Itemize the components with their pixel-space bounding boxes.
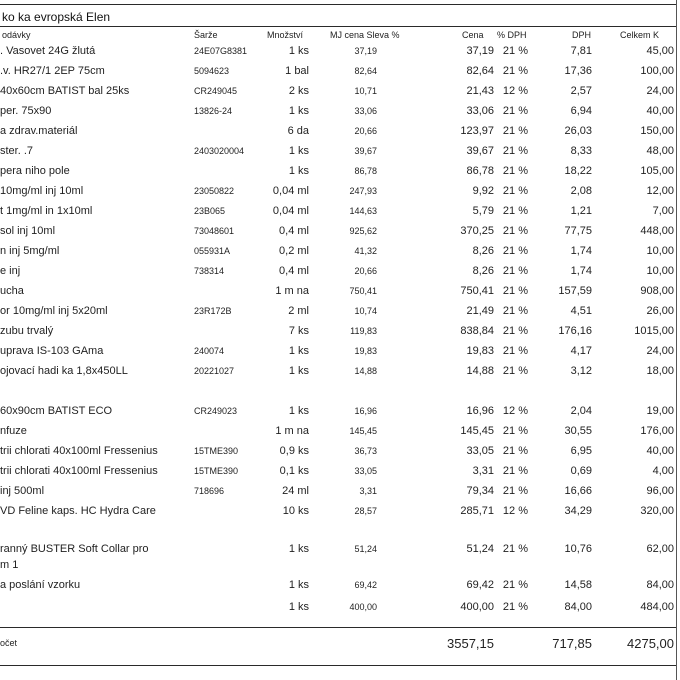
summary-vat: 717,85 (552, 636, 592, 651)
row-vat: 16,66 (564, 485, 592, 497)
header-item: odávky (2, 30, 31, 40)
row-qty: 1 ks (288, 543, 309, 555)
row-vat: 17,36 (564, 65, 592, 77)
row-vat-percent: 21 % (502, 345, 528, 357)
row-qty: 1 ks (288, 345, 309, 357)
row-unit-price: 51,24 (354, 544, 377, 554)
row-name: a poslání vzorku (0, 579, 81, 591)
row-price: 37,19 (466, 45, 494, 57)
row-batch: 15TME390 (194, 466, 239, 476)
row-unit-price: 69,42 (354, 580, 377, 590)
row-vat: 18,22 (564, 165, 592, 177)
table-row (0, 164, 680, 182)
row-total: 62,00 (646, 543, 674, 555)
row-price: 8,26 (472, 265, 494, 277)
row-unit-price: 20,66 (354, 126, 377, 136)
row-vat: 176,16 (558, 325, 592, 337)
row-name: ojovací hadi ka 1,8x450LL (0, 365, 128, 377)
row-price: 86,78 (466, 165, 494, 177)
row-qty: 24 ml (282, 485, 309, 497)
row-vat-percent: 21 % (502, 485, 528, 497)
row-batch: 2403020004 (194, 146, 245, 156)
row-qty: 2 ks (288, 85, 309, 97)
row-vat-percent: 21 % (502, 601, 528, 613)
row-price: 9,92 (472, 185, 494, 197)
document-title: ko ka evropská Elen (2, 10, 111, 24)
row-total: 7,00 (652, 205, 674, 217)
row-qty: 2 ml (288, 305, 309, 317)
row-unit-price: 33,06 (354, 106, 377, 116)
row-price: 14,88 (466, 365, 494, 377)
row-vat: 2,04 (570, 405, 592, 417)
row-unit-price: 28,57 (354, 506, 377, 516)
table-row (0, 284, 680, 302)
row-price: 370,25 (460, 225, 494, 237)
table-row (0, 578, 680, 596)
row-total: 40,00 (646, 445, 674, 457)
row-unit-price: 10,74 (354, 306, 377, 316)
row-vat: 4,17 (570, 345, 592, 357)
row-total: 18,00 (646, 365, 674, 377)
row-qty: 1 ks (288, 165, 309, 177)
row-vat: 34,29 (564, 505, 592, 517)
row-qty: 1 m na (275, 425, 309, 437)
table-row (0, 542, 680, 571)
row-vat: 84,00 (564, 601, 592, 613)
row-vat-percent: 21 % (502, 145, 528, 157)
row-total: 40,00 (646, 105, 674, 117)
row-batch: 23R172B (194, 306, 232, 316)
row-name: pera niho pole (0, 165, 70, 177)
row-name: zubu trvalý (0, 325, 54, 337)
row-vat: 26,03 (564, 125, 592, 137)
summary-base: 3557,15 (447, 636, 494, 651)
row-vat: 2,08 (570, 185, 592, 197)
row-vat-percent: 21 % (502, 543, 528, 555)
header-qty: Množství (267, 30, 304, 40)
row-qty: 10 ks (282, 505, 309, 517)
row-vat: 3,12 (570, 365, 592, 377)
row-vat: 6,94 (570, 105, 592, 117)
row-unit-price: 82,64 (354, 66, 377, 76)
table-row (0, 224, 680, 242)
row-unit-price: 3,31 (359, 486, 377, 496)
row-unit-price: 20,66 (354, 266, 377, 276)
table-row (0, 64, 680, 82)
row-name: VD Feline kaps. HC Hydra Care (0, 505, 156, 517)
row-vat: 30,55 (564, 425, 592, 437)
table-header (0, 30, 680, 42)
row-unit-price: 39,67 (354, 146, 377, 156)
row-vat-percent: 21 % (502, 45, 528, 57)
row-price: 123,97 (460, 125, 494, 137)
row-total: 4,00 (652, 465, 674, 477)
row-name: .v. HR27/1 2EP 75cm (0, 65, 105, 77)
row-qty: 1 ks (288, 105, 309, 117)
row-qty: 0,4 ml (279, 265, 309, 277)
row-name: a zdrav.materiál (0, 125, 78, 137)
row-name: ucha (0, 285, 24, 297)
top-rule (0, 4, 676, 5)
header-price: Cena (462, 30, 484, 40)
row-unit-price: 41,32 (354, 246, 377, 256)
row-batch: 055931A (194, 246, 231, 256)
row-name: nfuze (0, 425, 27, 437)
table-row (0, 424, 680, 442)
row-total: 12,00 (646, 185, 674, 197)
row-vat-percent: 21 % (502, 105, 528, 117)
row-name: ranný BUSTER Soft Collar pro (0, 543, 149, 555)
row-name: n inj 5mg/ml (0, 245, 60, 257)
row-vat: 0,69 (570, 465, 592, 477)
row-price: 33,05 (466, 445, 494, 457)
row-name: 10mg/ml inj 10ml (0, 185, 84, 197)
table-row (0, 444, 680, 462)
row-total: 100,00 (640, 65, 674, 77)
row-vat-percent: 21 % (502, 245, 528, 257)
row-total: 448,00 (640, 225, 674, 237)
row-name: 40x60cm BATIST bal 25ks (0, 85, 130, 97)
row-total: 10,00 (646, 245, 674, 257)
page-edge (676, 0, 677, 680)
row-qty: 1 bal (285, 65, 309, 77)
row-batch: 20221027 (194, 366, 235, 376)
row-unit-price: 144,63 (349, 206, 377, 216)
row-qty: 0,4 ml (279, 225, 309, 237)
row-total: 908,00 (640, 285, 674, 297)
table-row (0, 84, 680, 102)
row-qty: 7 ks (288, 325, 309, 337)
header-total: Celkem K (620, 30, 660, 40)
row-name: or 10mg/ml inj 5x20ml (0, 305, 108, 317)
summary-total: 4275,00 (627, 636, 674, 651)
row-total: 105,00 (640, 165, 674, 177)
row-vat: 7,81 (570, 45, 592, 57)
row-vat-percent: 21 % (502, 425, 528, 437)
row-unit-price: 19,83 (354, 346, 377, 356)
row-total: 176,00 (640, 425, 674, 437)
header-rule (0, 26, 676, 27)
row-name: trii chlorati 40x100ml Fressenius (0, 445, 158, 457)
row-price: 19,83 (466, 345, 494, 357)
row-price: 51,24 (466, 543, 494, 555)
table-row (0, 600, 680, 618)
row-qty: 0,1 ks (279, 465, 309, 477)
row-price: 82,64 (466, 65, 494, 77)
row-unit-price: 247,93 (349, 186, 377, 196)
row-name: uprava IS-103 GAma (0, 345, 104, 357)
row-vat-percent: 21 % (502, 305, 528, 317)
row-unit-price: 14,88 (354, 366, 377, 376)
row-qty: 1 ks (288, 601, 309, 613)
row-price: 3,31 (472, 465, 494, 477)
row-unit-price: 37,19 (354, 46, 377, 56)
row-price: 79,34 (466, 485, 494, 497)
row-qty: 1 ks (288, 145, 309, 157)
row-vat-percent: 21 % (502, 445, 528, 457)
row-vat-percent: 21 % (502, 205, 528, 217)
row-batch: 240074 (194, 346, 225, 356)
row-batch: 24E07G8381 (194, 46, 248, 56)
row-unit-price: 33,05 (354, 466, 377, 476)
row-batch: 15TME390 (194, 446, 239, 456)
row-unit-price: 400,00 (349, 602, 377, 612)
row-name: trii chlorati 40x100ml Fressenius (0, 465, 158, 477)
row-vat: 1,74 (570, 245, 592, 257)
row-qty: 1 m na (275, 285, 309, 297)
row-qty: 0,04 ml (272, 185, 309, 197)
row-vat: 1,21 (570, 205, 592, 217)
row-vat: 77,75 (564, 225, 592, 237)
summary-rule (0, 627, 676, 628)
row-unit-price: 10,71 (354, 86, 377, 96)
header-price-discount: MJ cena Sleva % (330, 30, 400, 40)
row-price: 145,45 (460, 425, 494, 437)
table-row (0, 344, 680, 362)
row-vat-percent: 21 % (502, 225, 528, 237)
row-price: 400,00 (460, 601, 494, 613)
row-batch: CR249023 (194, 406, 238, 416)
row-total: 24,00 (646, 85, 674, 97)
header-vat-percent: % DPH (497, 30, 527, 40)
row-vat-percent: 12 % (502, 405, 528, 417)
table-row (0, 364, 680, 382)
row-price: 33,06 (466, 105, 494, 117)
row-qty: 0,04 ml (272, 205, 309, 217)
row-batch: CR249045 (194, 86, 238, 96)
row-vat: 8,33 (570, 145, 592, 157)
row-name: sol inj 10ml (0, 225, 56, 237)
table-row (0, 184, 680, 202)
row-vat-percent: 21 % (502, 365, 528, 377)
row-qty: 0,2 ml (279, 245, 309, 257)
row-name: t 1mg/ml in 1x10ml (0, 205, 93, 217)
table-row (0, 304, 680, 322)
summary-row (0, 636, 680, 654)
table-row (0, 264, 680, 282)
row-vat: 2,57 (570, 85, 592, 97)
row-vat-percent: 21 % (502, 185, 528, 197)
table-row (0, 124, 680, 142)
row-price: 285,71 (460, 505, 494, 517)
row-vat: 10,76 (564, 543, 592, 555)
row-unit-price: 145,45 (349, 426, 377, 436)
row-unit-price: 16,96 (354, 406, 377, 416)
row-batch: 73048601 (194, 226, 235, 236)
row-price: 16,96 (466, 405, 494, 417)
row-qty: 6 da (287, 125, 309, 137)
row-vat-percent: 21 % (502, 125, 528, 137)
table-row (0, 484, 680, 502)
row-total: 48,00 (646, 145, 674, 157)
row-batch: 13826-24 (194, 106, 233, 116)
row-total: 26,00 (646, 305, 674, 317)
row-vat: 157,59 (558, 285, 592, 297)
row-batch: 718696 (194, 486, 225, 496)
row-total: 24,00 (646, 345, 674, 357)
table-row (0, 504, 680, 522)
row-name: e inj (0, 265, 21, 277)
row-batch: 23B065 (194, 206, 226, 216)
row-vat-percent: 21 % (502, 579, 528, 591)
row-total: 1015,00 (634, 325, 674, 337)
row-vat-percent: 21 % (502, 65, 528, 77)
header-vat: DPH (572, 30, 592, 40)
row-unit-price: 925,62 (349, 226, 377, 236)
row-vat: 6,95 (570, 445, 592, 457)
row-total: 19,00 (646, 405, 674, 417)
header-batch: Šarže (194, 30, 218, 40)
row-name: 60x90cm BATIST ECO (0, 405, 113, 417)
table-row (0, 204, 680, 222)
row-price: 838,84 (460, 325, 494, 337)
row-batch: 23050822 (194, 186, 235, 196)
row-vat-percent: 12 % (502, 85, 528, 97)
row-unit-price: 36,73 (354, 446, 377, 456)
row-batch: 5094623 (194, 66, 230, 76)
bottom-rule (0, 665, 676, 666)
table-row (0, 464, 680, 482)
row-total: 150,00 (640, 125, 674, 137)
row-vat: 4,51 (570, 305, 592, 317)
row-price: 21,49 (466, 305, 494, 317)
row-unit-price: 86,78 (354, 166, 377, 176)
row-price: 8,26 (472, 245, 494, 257)
row-qty: 1 ks (288, 579, 309, 591)
row-unit-price: 750,41 (349, 286, 377, 296)
row-price: 21,43 (466, 85, 494, 97)
row-qty: 1 ks (288, 365, 309, 377)
row-name: per. 75x90 (0, 105, 52, 117)
row-qty: 1 ks (288, 405, 309, 417)
table-row (0, 144, 680, 162)
row-name: . Vasovet 24G žlutá (0, 45, 96, 57)
row-vat-percent: 21 % (502, 325, 528, 337)
summary-label: očet (0, 638, 18, 648)
row-total: 96,00 (646, 485, 674, 497)
row-qty: 0,9 ks (279, 445, 309, 457)
row-vat: 1,74 (570, 265, 592, 277)
row-price: 5,79 (472, 205, 494, 217)
table-row (0, 44, 680, 62)
row-vat-percent: 12 % (502, 505, 528, 517)
row-vat-percent: 21 % (502, 265, 528, 277)
row-total: 84,00 (646, 579, 674, 591)
row-price: 69,42 (466, 579, 494, 591)
row-unit-price: 119,83 (350, 326, 377, 336)
row-name: inj 500ml (0, 485, 45, 497)
table-row (0, 324, 680, 342)
row-vat-percent: 21 % (502, 465, 528, 477)
table-row (0, 244, 680, 262)
row-vat-percent: 21 % (502, 165, 528, 177)
row-name: ster. .7 (0, 145, 34, 157)
row-qty: 1 ks (288, 45, 309, 57)
row-total: 45,00 (646, 45, 674, 57)
row-total: 484,00 (640, 601, 674, 613)
table-row (0, 104, 680, 122)
row-total: 10,00 (646, 265, 674, 277)
row-vat: 14,58 (564, 579, 592, 591)
row-name-continuation: m 1 (0, 559, 19, 571)
row-batch: 738314 (194, 266, 225, 276)
row-price: 750,41 (460, 285, 494, 297)
row-total: 320,00 (640, 505, 674, 517)
row-vat-percent: 21 % (502, 285, 528, 297)
table-row (0, 404, 680, 422)
row-price: 39,67 (466, 145, 494, 157)
